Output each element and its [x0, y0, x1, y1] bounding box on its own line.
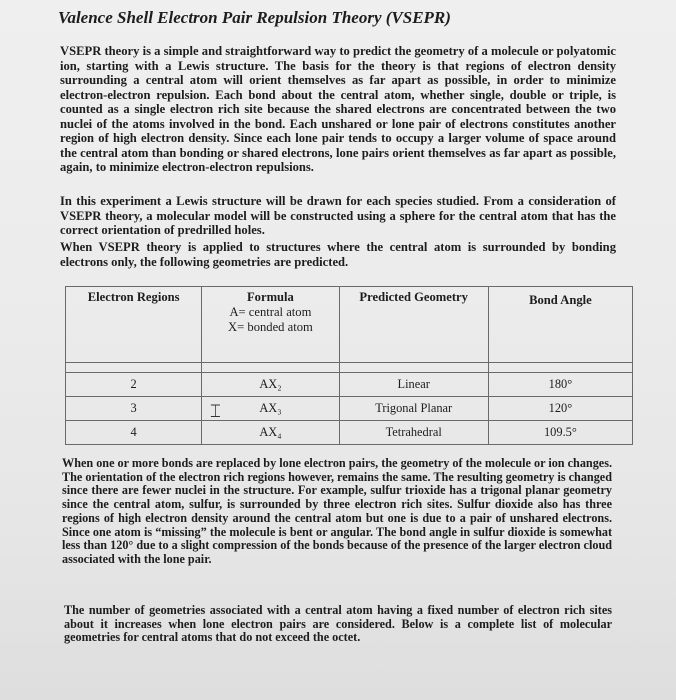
- cell-formula: AX₂: [202, 373, 339, 397]
- cell-regions: 4: [66, 421, 202, 445]
- header-formula-bonded: X= bonded atom: [228, 320, 313, 334]
- cell-formula: AX₃: [202, 397, 339, 421]
- header-formula-label: Formula: [246, 290, 294, 304]
- table-row: [66, 373, 633, 397]
- header-electron-regions: Electron Regions: [66, 287, 202, 363]
- cell-angle: 180°: [488, 373, 632, 397]
- cell-regions: 3: [66, 397, 202, 421]
- intro-paragraph: VSEPR theory is a simple and straightforward way to predict the geometry of a molecule or polyatomic ion, starting with a Lewis structure. The basis for the theory is that regions of electron density surrounding a central atom will orient themselves as far apart as possible, in order to minimize electron-electron repulsion. Each bond about the central atom, whether single, double or triple, is counted as a single electron rich site because the shared electrons are concentrated between the two nuclei of the atoms involved in the bond. Each unshared or lone pair of electrons constitutes another region of high electron density. Since each lone pair tends to occupy a larger volume of space around the central atom than bonding or shared electrons, lone pairs orient themselves as far apart as possible, again, to minimize electron-electron repulsions.: [60, 44, 616, 174]
- cell-angle: 109.5°: [488, 421, 632, 445]
- header-bond-angle: Bond Angle: [488, 287, 632, 363]
- header-predicted-geometry: Predicted Geometry: [339, 287, 488, 363]
- cell-geometry: Tetrahedral: [339, 421, 488, 445]
- lone-pair-paragraph: When one or more bonds are replaced by lone electron pairs, the geometry of the molecule or ion changes. The orientation of the electron rich regions however, remains the same. The resulting geometry is changed since there are fewer nuclei in the structure. For example, sulfur trioxide has a trigonal planar geometry since the central atom, sulfur, is surrounded by three electron rich sites. Sulfur dioxide also has three regions of high electron density around the central atom but one is due to a pair of unshared electrons. Since one atom is “missing” the molecule is bent or angular. The bond angle in sulfur dioxide is somewhat less than 120° due to a slight compression of the bonds because of the presence of the larger electron cloud associated with the lone pair.: [62, 456, 612, 566]
- cell-angle: 120°: [488, 397, 632, 421]
- header-formula-central: A= central atom: [229, 305, 312, 319]
- geometry-intro-paragraph: When VSEPR theory is applied to structures where the central atom is surrounded by bonding electrons only, the following geometries are predicted.: [60, 240, 616, 269]
- cell-geometry: Trigonal Planar: [339, 397, 488, 421]
- experiment-paragraph: In this experiment a Lewis structure will be drawn for each species studied. From a consideration of VSEPR theory, a molecular model will be constructed using a sphere for the central atom that has the correct orientation of predrilled holes.: [60, 194, 616, 237]
- cell-formula: AX₄: [202, 421, 339, 445]
- table-spacer-row: [66, 363, 633, 373]
- header-formula: [202, 287, 339, 363]
- geometry-table: [65, 286, 633, 445]
- text-cursor-icon: ⌶: [210, 401, 221, 422]
- table-row: [66, 397, 633, 421]
- cell-regions: 2: [66, 373, 202, 397]
- cell-geometry: Linear: [339, 373, 488, 397]
- geometry-list-paragraph: The number of geometries associated with a central atom having a fixed number of electron rich sites about it increases when lone electron pairs are considered. Below is a complete list of molecular geometries for central atoms that do not exceed the octet.: [64, 603, 612, 645]
- table-header-row: [66, 287, 633, 363]
- document-title: Valence Shell Electron Pair Repulsion Theory (VSEPR): [58, 8, 451, 27]
- table-row: [66, 421, 633, 445]
